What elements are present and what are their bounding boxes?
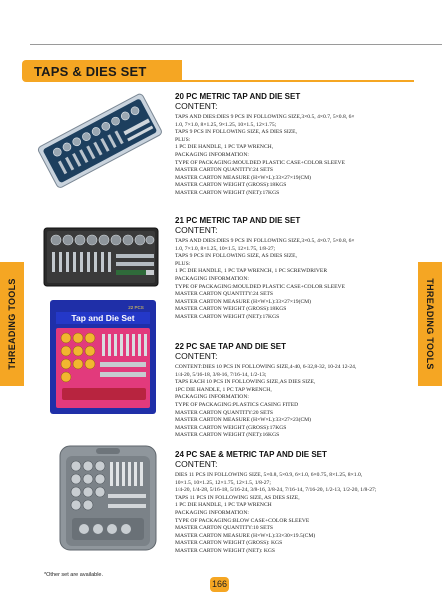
product-description <box>175 472 419 556</box>
description-line: MASTER CARTON MEASURE (H×W×L):33×27×23(CM) <box>175 417 312 424</box>
description-line: MASTER CARTON WEIGHT (GROSS): KGS <box>175 540 283 547</box>
description-line: MASTER CARTON QUANTITY:10 SETS <box>175 525 274 532</box>
product-photo-22pc-sae <box>48 298 158 416</box>
product-subtitle: CONTENT: <box>175 459 218 469</box>
top-rule <box>30 44 442 45</box>
description-line: PACKAGING INFORMATION: <box>175 151 249 158</box>
description-line: 1.0, 7×1.0, 8×1.25, 9×1.25, 10×1.5, 12×1.75; <box>175 121 277 128</box>
description-line: TAPS AND DIES:DIES 9 PCS IN FOLLOWING SIZE,3×0.5, 4×0.7, 5×0.8, 6× <box>175 238 355 244</box>
description-line: 1/4-20, 5/16-18, 3/8-16, 7/16-14, 1/2-13; <box>175 371 267 378</box>
footnote: *Other set are available. <box>44 572 104 578</box>
product-photo-21pc-metric <box>42 226 160 288</box>
product-photo-24pc-sae-metric <box>58 444 158 552</box>
description-line: 1/4-20, 1/4-28, 5/16-18, 5/16-24, 3/8-16, 3/8-24, 7/16-14, 7/16-20, 1/2-13, 1/2-20, 1/8-27; <box>175 487 377 494</box>
description-line: CONTENT:DIES 10 PCS IN FOLLOWING SIZE,4-40, 6-32,8-32, 10-24 12-24, <box>175 364 357 370</box>
page-number: 166 <box>210 577 229 592</box>
description-line: MASTER CARTON MEASURE (H×W×L):33×27×19(CM) <box>175 174 312 181</box>
description-line: TAPS 9 PCS IN FOLLOWING SIZE, AS DIES SIZE, <box>175 129 297 136</box>
description-line: PACKAGING INFORMATION: <box>175 394 249 401</box>
description-line: PACKAGING INFORMATION: <box>175 275 249 282</box>
left-side-tab-label: THREADING TOOLS <box>7 278 17 370</box>
description-line: MASTER CARTON WEIGHT (NET):16KGS <box>175 432 280 439</box>
box-label: Tap and Die Set <box>71 313 135 323</box>
description-line: MASTER CARTON MEASURE (H×W×L):33×27×19(CM) <box>175 298 312 305</box>
description-line: MASTER CARTON WEIGHT (GROSS):18KGS <box>175 306 287 313</box>
description-line: TAPS EACH 10 PCS IN FOLLOWING SIZE,AS DIES SIZE, <box>175 379 316 386</box>
description-line: TYPE OF PACKAGING:MOULDED PLASTIC CASE+COLOR SLEEVE <box>175 159 345 166</box>
description-line: MASTER CARTON WEIGHT (NET):17KGS <box>175 189 280 196</box>
product-title: 24 PC SAE & METRIC TAP AND DIE SET <box>175 450 327 459</box>
description-line: 1.0, 7×1.0, 8×1.25, 10×1.5, 12×1.75, 1/8-27; <box>175 245 276 252</box>
product-subtitle: CONTENT: <box>175 225 218 235</box>
section-title-bar <box>22 60 182 82</box>
description-line: PLUS: <box>175 260 191 267</box>
description-line: 1 PC DIE HANDLE, 1 PC TAP WRENCH <box>175 502 272 509</box>
description-line: TYPE OF PACKAGING:BLOW CASE+COLOR SLEEVE <box>175 517 310 524</box>
description-line: MASTER CARTON QUANTITY:24 SETS <box>175 291 274 298</box>
title-underline <box>182 80 414 82</box>
description-line: TAPS 11 PCS IN FOLLOWING SIZE, AS DIES SIZE, <box>175 494 300 501</box>
product-title: 22 PC SAE TAP AND DIE SET <box>175 342 286 351</box>
description-line: MASTER CARTON WEIGHT (GROSS):17KGS <box>175 424 287 431</box>
description-line: MASTER CARTON WEIGHT (GROSS):18KGS <box>175 182 287 189</box>
section-title: TAPS & DIES SET <box>34 64 147 79</box>
product-subtitle: CONTENT: <box>175 351 218 361</box>
product-photo-20pc-metric <box>34 90 164 188</box>
description-line: PACKAGING INFORMATION: <box>175 509 249 516</box>
description-line: TAPS AND DIES:DIES 9 PCS IN FOLLOWING SIZE,3×0.5, 4×0.7, 5×0.8, 6× <box>175 114 355 120</box>
description-line: DIES 11 PCS IN FOLLOWING SIZE, 5×0.8, 5×0.9, 6×1.0, 6×0.75, 8×1.25, 8×1.0, <box>175 472 363 478</box>
description-line: TYPE OF PACKAGING:MOULDED PLASTIC CASE+COLOR SLEEVE <box>175 283 345 290</box>
description-line: PLUS: <box>175 136 191 143</box>
box-brand: 22 PCS <box>128 305 144 310</box>
product-title: 20 PC METRIC TAP AND DIE SET <box>175 92 301 101</box>
description-line: MASTER CARTON WEIGHT (NET): KGS <box>175 547 276 554</box>
description-line: TAPS 9 PCS IN FOLLOWING SIZE, AS DIES SIZE, <box>175 253 297 260</box>
right-side-tab-label: THREADING TOOLS <box>425 278 435 370</box>
product-description <box>175 364 419 440</box>
right-side-tab <box>418 262 442 386</box>
description-line: MASTER CARTON QUANTITY:24 SETS <box>175 167 274 174</box>
description-line: MASTER CARTON WEIGHT (NET):17KGS <box>175 313 280 320</box>
description-line: 10×1.5, 10×1.25, 12×1.75, 12×1.5, 1/8-27; <box>175 479 271 486</box>
description-line: MASTER CARTON QUANTITY:20 SETS <box>175 409 274 416</box>
product-description <box>175 114 419 198</box>
product-description <box>175 238 419 322</box>
left-side-tab <box>0 262 24 386</box>
product-title: 21 PC METRIC TAP AND DIE SET <box>175 216 301 225</box>
description-line: 1PC DIE HANDLE, 1 PC TAP WRENCH, <box>175 386 272 393</box>
description-line: MASTER CARTON MEASURE (H×W×L):33×30×19.5(CM) <box>175 532 316 539</box>
description-line: 1 PC DIE HANDLE, 1 PC TAP WRENCH, 1 PC SCREWDRIVER <box>175 268 328 275</box>
description-line: 1 PC DIE HANDLE, 1 PC TAP WRENCH, <box>175 144 274 151</box>
product-subtitle: CONTENT: <box>175 101 218 111</box>
description-line: TYPE OF PACKAGING:PLASTICS CASING FITED <box>175 401 299 408</box>
